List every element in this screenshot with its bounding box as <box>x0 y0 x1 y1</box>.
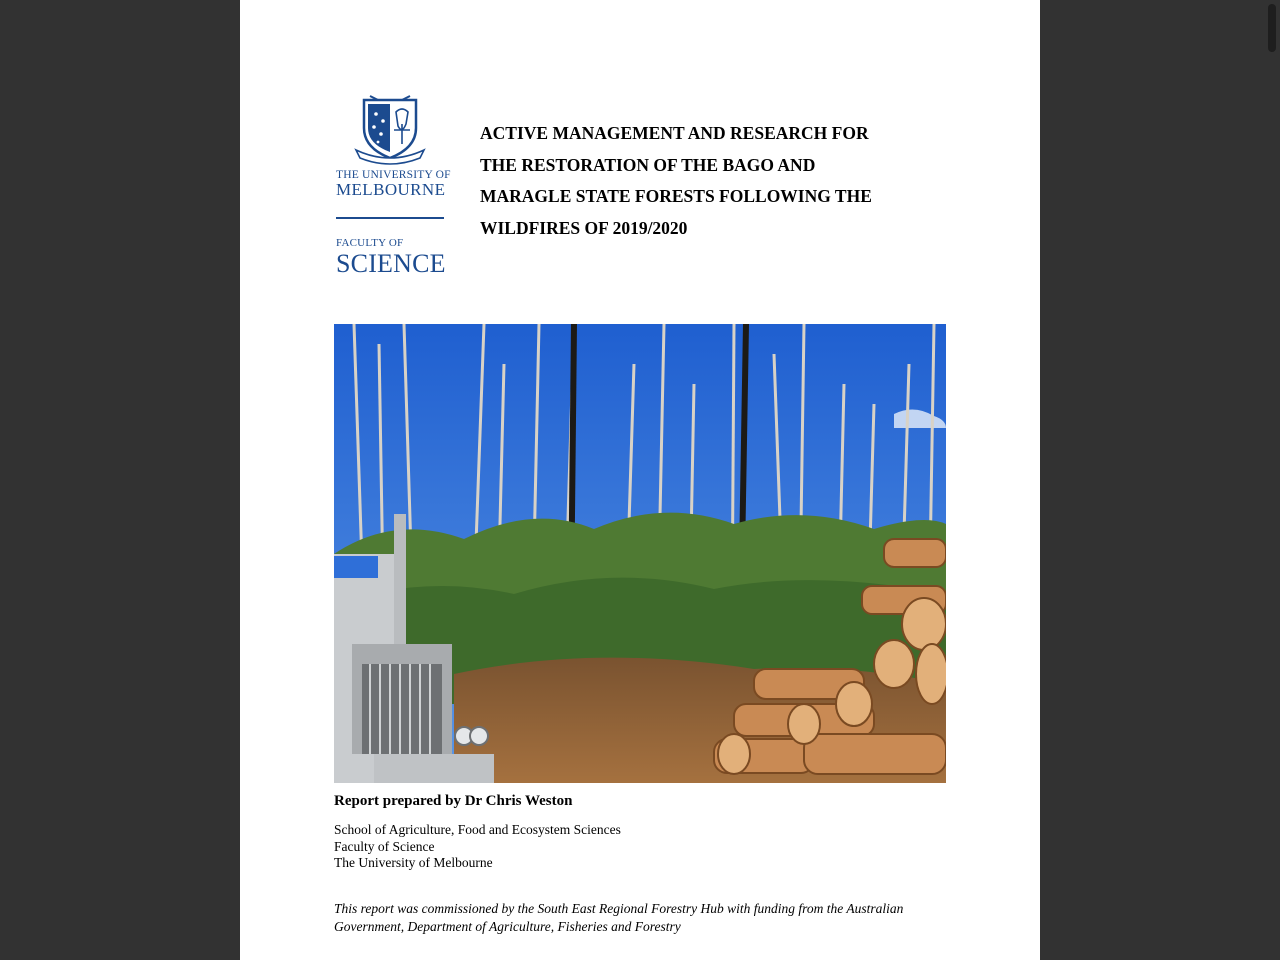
report-byline: Report prepared by Dr Chris Weston <box>334 793 573 809</box>
affiliation-line: Faculty of Science <box>334 838 435 854</box>
logo-university-of: THE UNIVERSITY OF <box>336 169 451 181</box>
report-title-line: WILDFIRES OF 2019/2020 <box>480 217 688 238</box>
report-title-line: THE RESTORATION OF THE BAGO AND <box>480 154 816 175</box>
university-crest-icon <box>350 94 430 166</box>
affiliation-line: The University of Melbourne <box>334 855 493 870</box>
cover-photo-burnt-forest <box>334 324 946 783</box>
logo-faculty-name: SCIENCE <box>336 249 446 278</box>
document-page <box>240 0 1040 960</box>
report-title-line: MARAGLE STATE FORESTS FOLLOWING THE <box>480 186 872 206</box>
viewer-scrollbar-thumb[interactable] <box>1268 4 1276 52</box>
report-title <box>480 118 940 244</box>
logo-faculty-of: FACULTY OF <box>336 237 404 249</box>
logo-divider <box>336 217 444 219</box>
affiliation-line: School of Agriculture, Food and Ecosystem Sciences <box>334 822 621 837</box>
report-title-line: ACTIVE MANAGEMENT AND RESEARCH FOR <box>480 123 869 143</box>
author-affiliation <box>334 822 621 872</box>
university-logo <box>336 94 451 279</box>
logo-university-name: MELBOURNE <box>336 180 446 199</box>
commission-note: This report was commissioned by the South East Regional Forestry Hub with funding from the Australian Government, Department of Agriculture, Fisheries and Forestry <box>334 901 904 934</box>
